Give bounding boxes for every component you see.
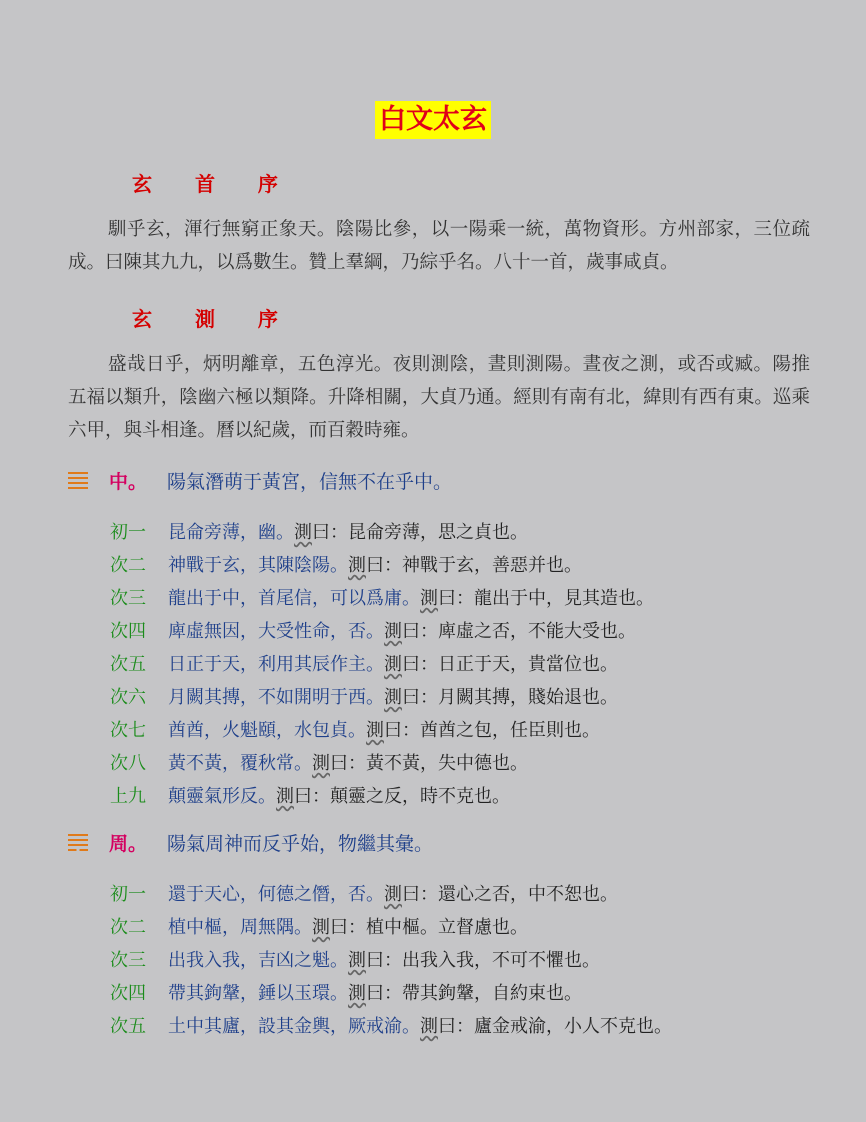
zhou-tetragram-icon [68,834,88,854]
line-text [168,518,528,544]
line-position: 次二 [110,555,146,576]
ce-term: 測 [420,1016,438,1037]
ce-term: 測 [294,522,312,543]
verse-text: 酋酋，火魁頤，水包貞。 [168,720,366,741]
line-text [168,551,582,577]
ce-term: 測 [420,588,438,609]
line-text [168,617,636,643]
verse-text: 龍出于中，首尾信，可以爲庸。 [168,588,420,609]
hexagram-description: 陽氣潛萌于黃宮，信無不在乎中。 [167,471,453,493]
verse-text: 神戰于玄，其陳陰陽。 [168,555,348,576]
verse-text: 帶其鉤鞶，錘以玉環。 [168,983,348,1004]
hexagram-description: 陽氣周神而反乎始，物繼其彙。 [167,833,434,855]
hexagram-name: 中。 [109,471,148,493]
ce-term: 測 [348,555,366,576]
section-heading: 玄 測 序 [132,307,296,331]
ce-term: 測 [312,753,330,774]
line-position: 次二 [110,917,146,938]
section-paragraph: 馴乎玄，渾行無窮正象天。陰陽比參，以一陽乘一統，萬物資形。方州部家，三位疏成。曰陳其九九，以爲數生。贊上羣綱，乃綜乎名。八十一首，歲事咸貞。 [68,219,810,273]
line-text [168,1012,672,1038]
title-area [0,101,866,139]
ce-explanation: 曰：顛靈之反，時不克也。 [294,786,510,807]
verse-text: 土中其廬，設其金輿，厥戒渝。 [168,1016,420,1037]
ce-explanation: 曰：日正于天，貴當位也。 [402,654,618,675]
ce-term: 測 [348,983,366,1004]
line-position: 次五 [110,654,146,675]
ce-term: 測 [384,654,402,675]
ce-explanation: 曰：還心之否，中不恕也。 [402,884,618,905]
ce-explanation: 曰：黃不黃，失中德也。 [330,753,528,774]
ce-explanation: 曰：昆侖旁薄，思之貞也。 [312,522,528,543]
line-text [168,749,528,775]
line-position: 次六 [110,687,146,708]
section-paragraph: 盛哉日乎，炳明離章，五色淳光。夜則測陰，晝則測陽。晝夜之測，或否或臧。陽推五福以類升，陰幽六極以類降。升降相關，大貞乃通。經則有南有北，緯則有西有東。巡乘六甲，與斗相逢。曆以紀歲，而百穀時雍。 [68,354,810,441]
ce-explanation: 曰：出我入我，不可不懼也。 [366,950,600,971]
line-position: 次七 [110,720,146,741]
verse-text: 出我入我，吉凶之魁。 [168,950,348,971]
ce-term: 測 [384,621,402,642]
verse-text: 庳虛無因，大受性命，否。 [168,621,384,642]
section-heading: 玄 首 序 [132,172,296,196]
ce-term: 測 [276,786,294,807]
line-text [168,979,582,1005]
line-position: 初一 [110,884,146,905]
page-title: 白文太玄 [375,101,491,139]
verse-text: 顛靈氣形反。 [168,786,276,807]
ce-explanation: 曰：神戰于玄，善惡并也。 [366,555,582,576]
verse-text: 昆侖旁薄，幽。 [168,522,294,543]
line-text [168,650,618,676]
zhong-tetragram-icon [68,472,88,492]
ce-explanation: 曰：廬金戒渝，小人不克也。 [438,1016,672,1037]
ce-explanation: 曰：植中樞。立督慮也。 [330,917,528,938]
line-position: 次三 [110,588,146,609]
line-text [168,716,600,742]
ce-explanation: 曰：庳虛之否，不能大受也。 [402,621,636,642]
verse-text: 日正于天，利用其辰作主。 [168,654,384,675]
verse-text: 月闕其摶，不如開明于西。 [168,687,384,708]
line-text [168,683,618,709]
verse-text: 還于天心，何德之僭，否。 [168,884,384,905]
ce-term: 測 [384,884,402,905]
ce-explanation: 曰：龍出于中，見其造也。 [438,588,654,609]
ce-term: 測 [348,950,366,971]
line-position: 次八 [110,753,146,774]
ce-explanation: 曰：月闕其摶，賤始退也。 [402,687,618,708]
verse-text: 黃不黃，覆秋常。 [168,753,312,774]
line-position: 次五 [110,1016,146,1037]
ce-term: 測 [384,687,402,708]
line-text [168,782,510,808]
line-position: 初一 [110,522,146,543]
hexagram-name: 周。 [109,833,148,855]
verse-text: 植中樞，周無隅。 [168,917,312,938]
line-position: 次四 [110,983,146,1004]
line-text [168,584,654,610]
ce-explanation: 曰：酋酋之包，任臣則也。 [384,720,600,741]
ce-explanation: 曰：帶其鉤鞶，自約束也。 [366,983,582,1004]
line-position: 次三 [110,950,146,971]
ce-term: 測 [366,720,384,741]
line-text [168,913,528,939]
line-text [168,880,618,906]
line-text [168,946,600,972]
line-position: 次四 [110,621,146,642]
line-position: 上九 [110,786,146,807]
ce-term: 測 [312,917,330,938]
